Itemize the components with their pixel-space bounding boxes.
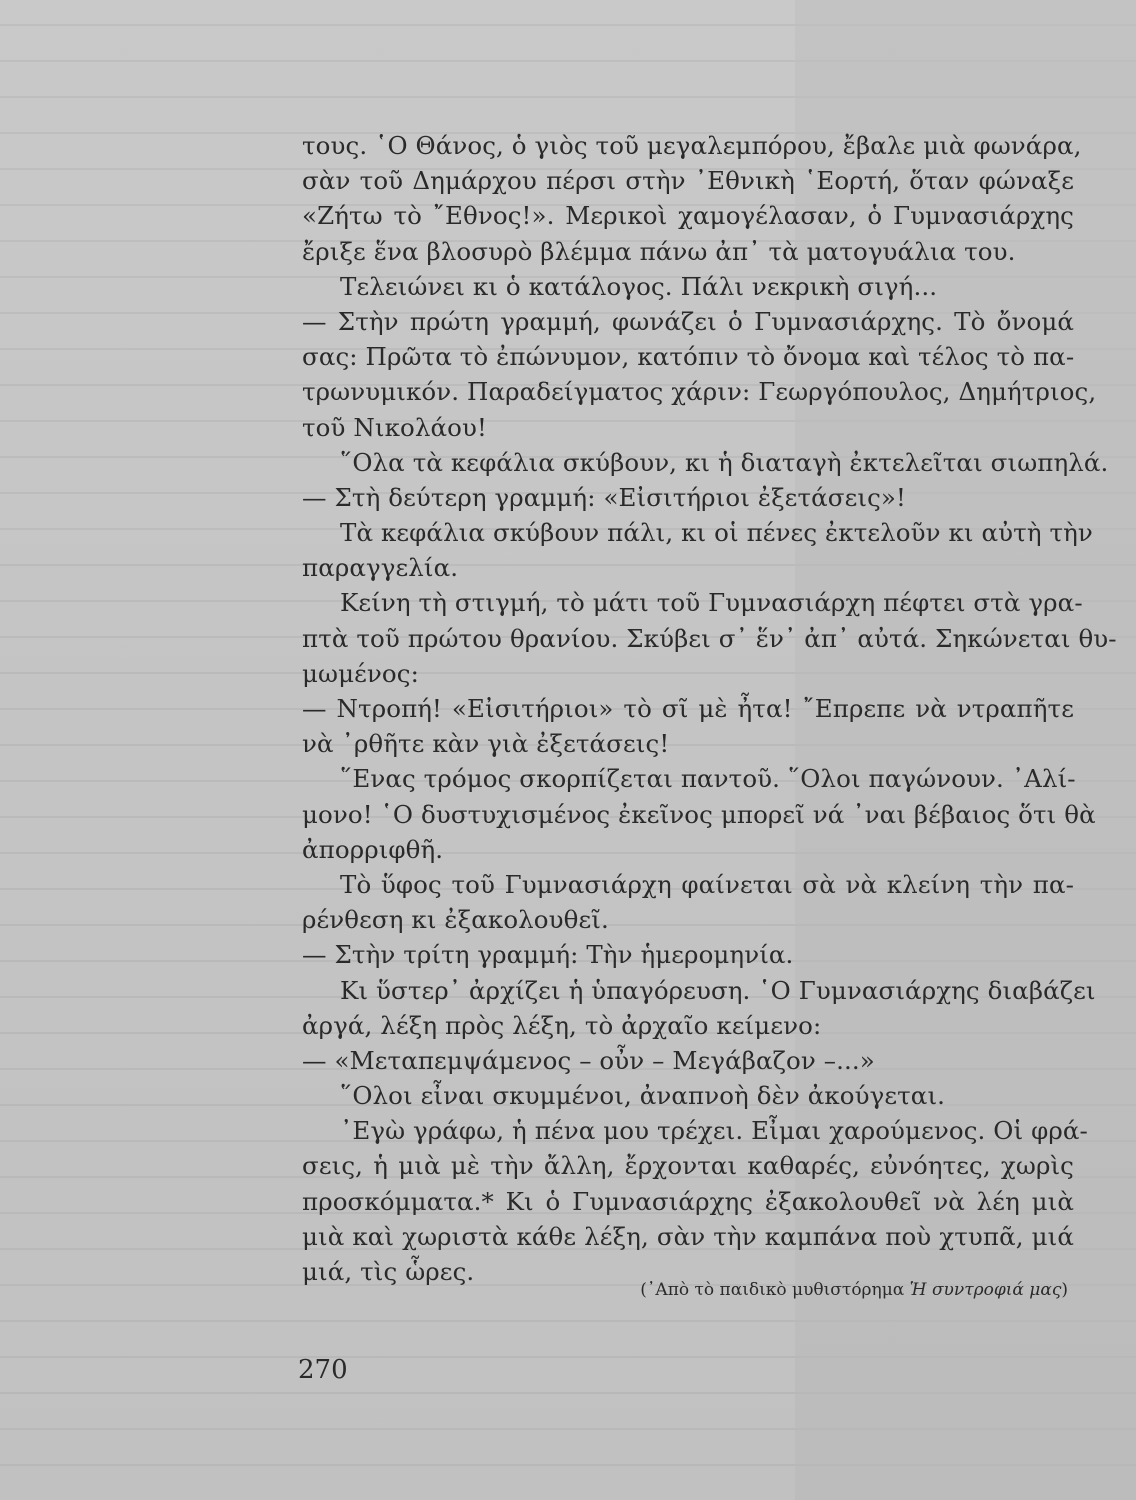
text-line: Τὸ ὕφος τοῦ Γυμνασιάρχη φαίνεται σὰ νὰ κλείνη τὴν πα- bbox=[340, 869, 1074, 899]
text-line: προσκόμματα.* Κι ὁ Γυμνασιάρχης ἐξακολουθεῖ νὰ λέη μιὰ bbox=[302, 1186, 1074, 1216]
source-title: Ἡ συντροφιά μας bbox=[909, 1280, 1062, 1300]
text-line: ρένθεση κι ἐξακολουθεῖ. bbox=[302, 905, 609, 935]
text-line: τους. ῾Ο Θάνος, ὁ γιὸς τοῦ μεγαλεμπόρου, ἔβαλε μιὰ φωνάρα, bbox=[302, 131, 1082, 160]
text-line: μιὰ καὶ χωριστὰ κάθε λέξη, σὰν τὴν καμπάνα ποὺ χτυπᾶ, μιά bbox=[302, 1221, 1074, 1251]
source-prefix: (᾿Απὸ τὸ παιδικὸ μυθιστόρημα bbox=[640, 1280, 910, 1300]
text-line: ἔριξε ἕνα βλοσυρὸ βλέμμα πάνω ἀπ᾿ τὰ ματογυάλια του. bbox=[302, 236, 1016, 266]
text-line: «Ζήτω τὸ ῎Εθνος!». Μερικοὶ χαμογέλασαν, ὁ Γυμνασιάρχης bbox=[302, 201, 1074, 231]
text-line: — «Μεταπεμψάμενος – οὖν – Μεγάβαζον –...» bbox=[302, 1045, 875, 1075]
text-line: μωμένος: bbox=[302, 658, 419, 688]
text-line: παραγγελία. bbox=[302, 553, 459, 583]
text-line: — Στὴ δεύτερη γραμμή: «Εἰσιτήριοι ἐξετάσεις»! bbox=[302, 482, 906, 512]
text-line: σεις, ἡ μιὰ μὲ τὴν ἄλλη, ἔρχονται καθαρές, εὐνόητες, χωρὶς bbox=[302, 1151, 1074, 1181]
text-line: ῞Ενας τρόμος σκορπίζεται παντοῦ. ῞Ολοι παγώνουν. ᾿Αλί- bbox=[340, 764, 1076, 794]
text-line: νὰ ᾿ρθῆτε κὰν γιὰ ἐξετάσεις! bbox=[302, 729, 670, 759]
text-line: μονο! ῾Ο δυστυχισμένος ἐκεῖνος μπορεῖ νά ᾿ναι βέβαιος ὅτι θὰ bbox=[302, 799, 1096, 829]
text-line: σὰν τοῦ Δημάρχου πέρσι στὴν ᾿Εθνικὴ ῾Εορτή, ὅταν φώναξε bbox=[302, 166, 1074, 196]
source-suffix: ) bbox=[1061, 1280, 1068, 1300]
text-line: τοῦ Νικολάου! bbox=[302, 412, 487, 442]
source-citation bbox=[560, 1280, 1068, 1300]
text-line: Κι ὕστερ᾿ ἀρχίζει ἡ ὑπαγόρευση. ῾Ο Γυμνασιάρχης διαβάζει bbox=[340, 975, 1096, 1005]
text-line: ῞Ολοι εἶναι σκυμμένοι, ἀναπνοὴ δὲν ἀκούγεται. bbox=[340, 1081, 946, 1111]
page-number: 270 bbox=[298, 1355, 348, 1385]
text-line: ἀπορριφθῆ. bbox=[302, 834, 444, 864]
text-line: — Στὴν τρίτη γραμμή: Τὴν ἡμερομηνία. bbox=[302, 940, 794, 970]
text-line: — Στὴν πρώτη γραμμή, φωνάζει ὁ Γυμνασιάρχης. Τὸ ὄνομά bbox=[302, 306, 1074, 336]
text-line: σας: Πρῶτα τὸ ἐπώνυμον, κατόπιν τὸ ὄνομα καὶ τέλος τὸ πα- bbox=[302, 342, 1075, 372]
text-line: μιά, τὶς ὧρες. bbox=[302, 1257, 475, 1286]
body-text bbox=[302, 128, 1117, 1289]
text-line: ἀργά, λέξη πρὸς λέξη, τὸ ἀρχαῖο κείμενο: bbox=[302, 1010, 822, 1040]
text-line: ᾿Εγὼ γράφω, ἡ πένα μου τρέχει. Εἶμαι χαρούμενος. Οἱ φρά- bbox=[340, 1116, 1088, 1146]
text-line: τρωνυμικόν. Παραδείγματος χάριν: Γεωργόπουλος, Δημήτριος, bbox=[302, 377, 1097, 407]
text-line: πτὰ τοῦ πρώτου θρανίου. Σκύβει σ᾿ ἕν᾿ ἀπ᾿ αὐτά. Σηκώνεται θυ- bbox=[302, 623, 1117, 653]
text-line: ῞Ολα τὰ κεφάλια σκύβουν, κι ἡ διαταγὴ ἐκτελεῖται σιωπηλά. bbox=[340, 447, 1109, 477]
text-line: Τὰ κεφάλια σκύβουν πάλι, κι οἱ πένες ἐκτελοῦν κι αὐτὴ τὴν bbox=[340, 518, 1093, 548]
text-line: — Ντροπή! «Εἰσιτήριοι» τὸ σῖ μὲ ἦτα! ῎Επρεπε νὰ ντραπῆτε bbox=[302, 694, 1074, 723]
text-line: Τελειώνει κι ὁ κατάλογος. Πάλι νεκρικὴ σιγή... bbox=[340, 271, 938, 301]
text-line: Κείνη τὴ στιγμή, τὸ μάτι τοῦ Γυμνασιάρχη πέφτει στὰ γρα- bbox=[340, 588, 1083, 618]
